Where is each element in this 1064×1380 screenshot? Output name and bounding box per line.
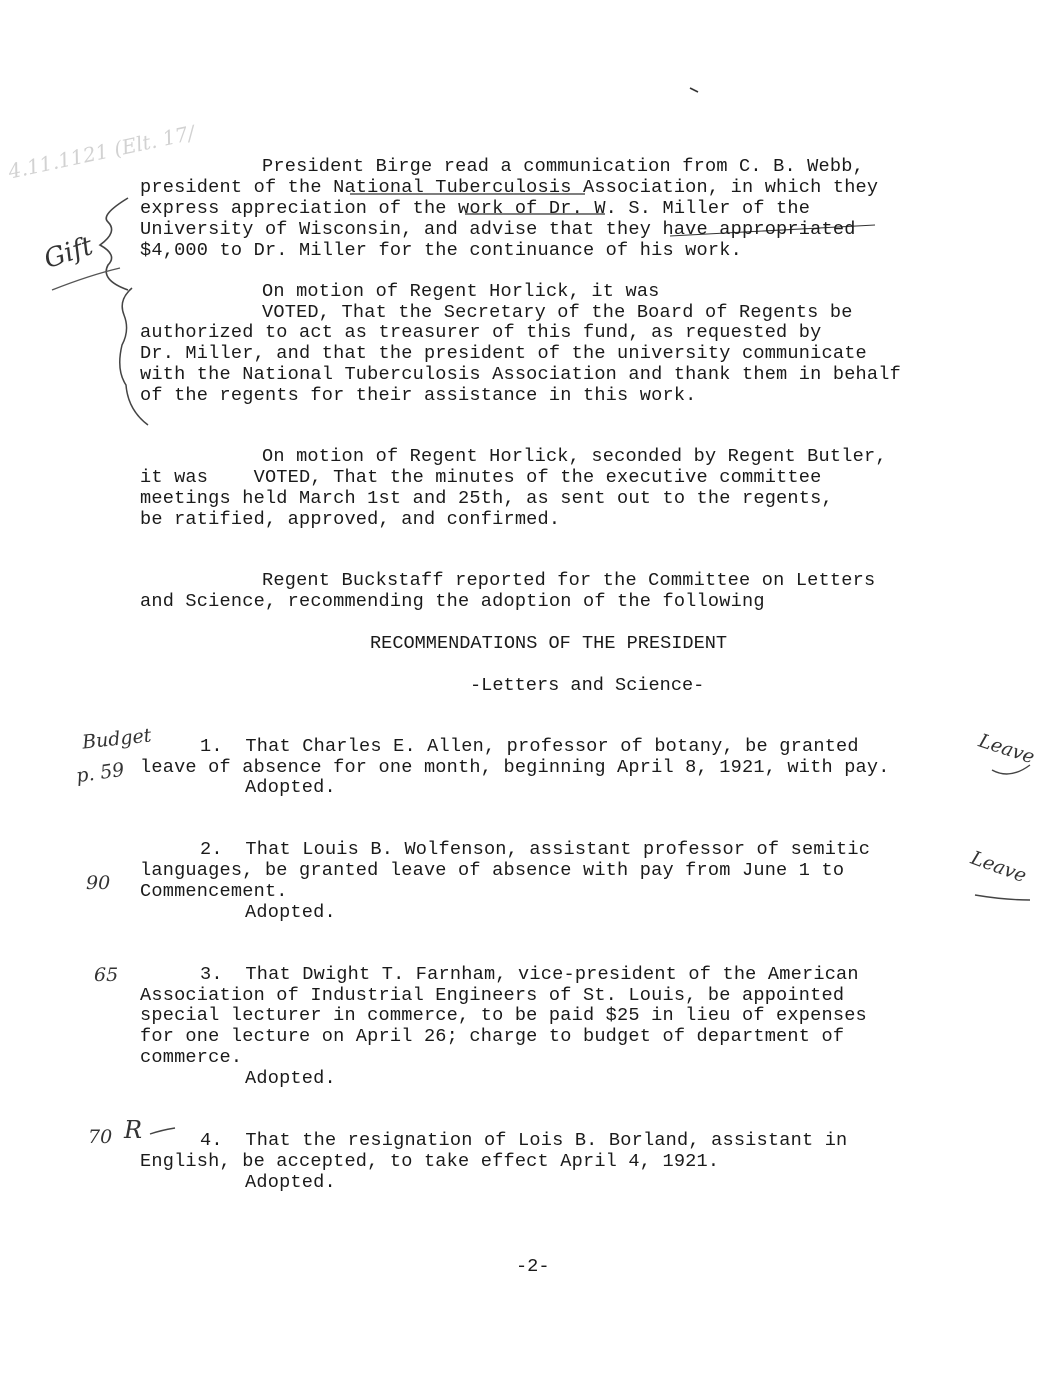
note-65-annotation: 65 <box>94 964 119 986</box>
para4-line-2: and Science, recommending the adoption of the following <box>140 591 765 612</box>
leave-annotation-2: Leave <box>967 846 1030 888</box>
item2-line-3: Commencement. <box>140 881 288 902</box>
item1-status: Adopted. <box>245 777 336 798</box>
leave-annotation-1: Leave <box>975 729 1038 769</box>
para1-line-1: President Birge read a communication from C. B. Webb, <box>262 156 864 177</box>
item3-status: Adopted. <box>245 1068 336 1089</box>
para1-line-4: University of Wisconsin, and advise that they have appropriated <box>140 219 856 240</box>
gift-bracket-top <box>100 198 128 290</box>
page-ref-annotation: p. 59 <box>74 758 126 788</box>
para1-line-3: express appreciation of the work of Dr. W. S. Miller of the <box>140 198 811 219</box>
para3-line-4: be ratified, approved, and confirmed. <box>140 509 561 530</box>
budget-annotation: Budget <box>81 724 153 754</box>
para2-line-2: VOTED, That the Secretary of the Board of Regents be <box>262 302 853 323</box>
para2-line-3: authorized to act as treasurer of this fund, as requested by <box>140 322 822 343</box>
tick-mark <box>690 88 698 92</box>
item3-line-4: for one lecture on April 26; charge to budget of department of <box>140 1026 845 1047</box>
para3-line-1: On motion of Regent Horlick, seconded by Regent Butler, <box>262 446 887 467</box>
para3-line-3: meetings held March 1st and 25th, as sent out to the regents, <box>140 488 833 509</box>
item2-status: Adopted. <box>245 902 336 923</box>
para2-line-5: with the National Tuberculosis Association and thank them in behalf <box>140 364 901 385</box>
page-number: -2- <box>516 1256 550 1277</box>
item3-line-5: commerce. <box>140 1047 243 1068</box>
item2-line-2: languages, be granted leave of absence with pay from June 1 to <box>140 860 845 881</box>
para2-line-6: of the regents for their assistance in this work. <box>140 385 697 406</box>
item4-line-1: 4. That the resignation of Lois B. Borland, assistant in <box>200 1130 848 1151</box>
leave2-stroke <box>975 895 1030 900</box>
para1-line-5: $4,000 to Dr. Miller for the continuance of his work. <box>140 240 742 261</box>
note-70-annotation: 70 <box>88 1126 113 1148</box>
item3-line-3: special lecturer in commerce, to be paid $25 in lieu of expenses <box>140 1005 867 1026</box>
item4-status: Adopted. <box>245 1172 336 1193</box>
note-90-annotation: 90 <box>86 872 111 894</box>
item1-line-2: leave of absence for one month, beginning April 8, 1921, with pay. <box>140 757 890 778</box>
section-subheading: -Letters and Science- <box>470 675 705 696</box>
gift-annotation: Gift <box>40 231 97 275</box>
item1-line-1: 1. That Charles E. Allen, professor of botany, be granted <box>200 736 859 757</box>
para2-line-4: Dr. Miller, and that the president of the university communicate <box>140 343 867 364</box>
resignation-r-annotation: R <box>124 1116 143 1144</box>
item4-line-2: English, be accepted, to take effect April 4, 1921. <box>140 1151 720 1172</box>
item2-line-1: 2. That Louis B. Wolfenson, assistant professor of semitic <box>200 839 871 860</box>
para4-line-1: Regent Buckstaff reported for the Committee on Letters <box>262 570 876 591</box>
para3-line-2: it was VOTED, That the minutes of the executive committee <box>140 467 822 488</box>
section-heading: RECOMMENDATIONS OF THE PRESIDENT <box>370 633 728 654</box>
para2-line-1: On motion of Regent Horlick, it was <box>262 281 660 302</box>
item3-line-1: 3. That Dwight T. Farnham, vice-president of the American <box>200 964 859 985</box>
item3-line-2: Association of Industrial Engineers of St. Louis, be appointed <box>140 985 845 1006</box>
para1-line-2: president of the National Tuberculosis Association, in which they <box>140 177 879 198</box>
r-stroke <box>150 1128 175 1134</box>
faint-margin-scribble: 4.11.1121 (Elt. 17/ <box>6 120 197 184</box>
